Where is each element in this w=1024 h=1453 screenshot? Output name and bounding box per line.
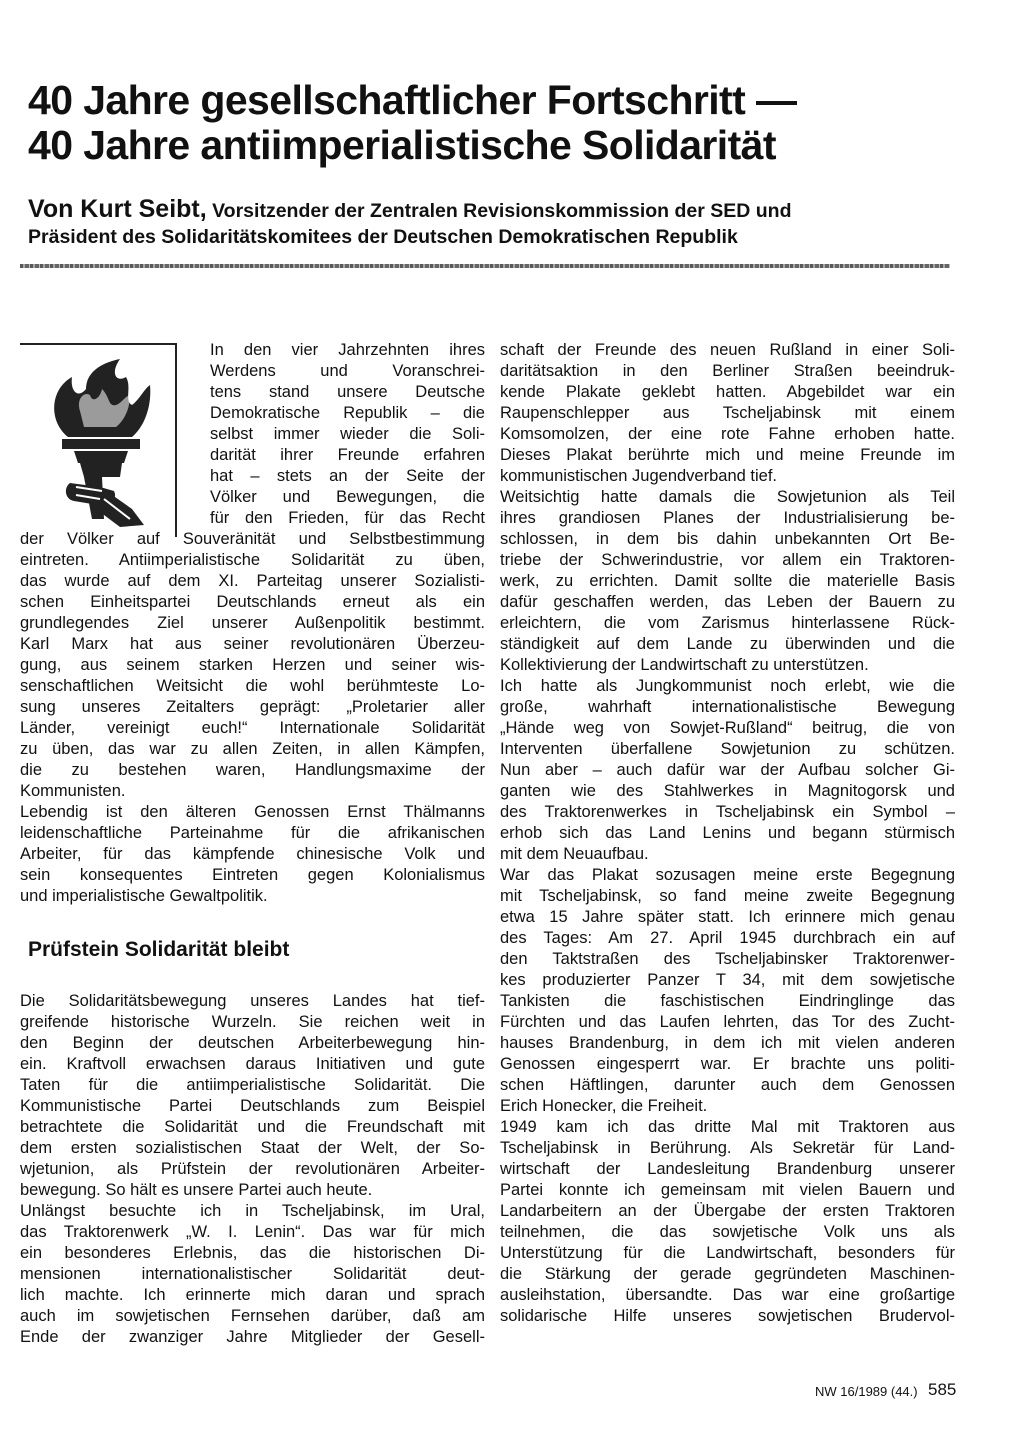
issue-reference: NW 16/1989 (44.) [815, 1384, 918, 1399]
text-line: ausleihstation, übersandte. Das war eine großartige [500, 1286, 955, 1304]
byline-line-1 [28, 196, 988, 224]
text-line: Werdens und Voranschrei- [210, 362, 485, 380]
text-line: Die Solidaritätsbewegung unseres Landes hat tief- [20, 992, 485, 1010]
paragraph-poster [500, 340, 955, 487]
text-line: Interventen überfallene Sowjetunion zu schützen. [500, 740, 955, 758]
text-line: „Hände weg von Sowjet-Rußland“ beitrug, die von [500, 719, 955, 737]
text-line: den Taktstraßen des Tscheljabinsker Traktorenwer- [500, 950, 955, 968]
text-line: Tscheljabinsk in Berührung. Als Sekretär für Land- [500, 1139, 955, 1157]
intro-paragraph-continued [20, 529, 485, 802]
text-line: greifende historische Wurzeln. Sie reichen weit in [20, 1013, 485, 1031]
text-line: wirtschaft der Landesleitung Brandenburg unserer [500, 1160, 955, 1178]
text-line: hat – stets an der Seite der [210, 467, 485, 485]
text-line: Unlängst besuchte ich in Tscheljabinsk, im Ural, [20, 1202, 485, 1220]
text-line: Taten für die antiimperialistische Solidarität. Die [20, 1076, 485, 1094]
text-line: Landarbeitern an der Übergabe der ersten Traktoren [500, 1202, 955, 1220]
text-line: ein. Kraftvoll erwachsen daraus Initiativen und gute [20, 1055, 485, 1073]
text-line: und imperialistische Gewaltpolitik. [20, 887, 268, 905]
text-line: In den vier Jahrzehnten ihres [210, 341, 485, 359]
paragraph-third-encounter [500, 1117, 955, 1327]
page-number: 585 [928, 1380, 957, 1399]
text-line: senschaftlichen Weitsicht die wohl berühmteste Lo- [20, 677, 485, 695]
text-line: schaft der Freunde des neuen Rußland in einer Soli- [500, 341, 955, 359]
text-line: selbst immer wieder die Soli- [210, 425, 485, 443]
paragraph-tscheljabinsk-visit [20, 1201, 485, 1348]
author-name: Von Kurt Seibt, [28, 195, 207, 223]
text-line: ihres grandiosen Planes der Industrialisierung be- [500, 509, 955, 527]
text-line: 1949 kam ich das dritte Mal mit Traktoren aus [500, 1118, 955, 1136]
text-line: mensionen internationalistischer Solidarität deut- [20, 1265, 485, 1283]
text-line: werk, zu errichten. Damit sollte die materielle Basis [500, 572, 955, 590]
text-line: schlossen, in dem bis dahin unbekannten Ort Be- [500, 530, 955, 548]
text-line: darität ihrer Freunde erfahren [210, 446, 485, 464]
text-line: Demokratische Republik – die [210, 404, 485, 422]
text-line: schen Häftlingen, darunter auch dem Genossen [500, 1076, 955, 1094]
text-line: Partei konnte ich gemeinsam mit vielen Bauern und [500, 1181, 955, 1199]
text-line: War das Plakat sozusagen meine erste Begegnung [500, 866, 955, 884]
text-line: triebe der Schwerindustrie, vor allem ein Traktoren- [500, 551, 955, 569]
text-line: kommunistischen Jugendverband tief. [500, 467, 777, 485]
left-column [20, 340, 485, 1348]
text-line: mit dem Neuaufbau. [500, 845, 649, 863]
text-line: des Traktorenwerkes in Tscheljabinsk ein Symbol – [500, 803, 955, 821]
text-line: ganten wie des Stahlwerkes in Magnitogorsk und [500, 782, 955, 800]
text-line: etwa 15 Jahre später statt. Ich erinnere mich genau [500, 908, 955, 926]
text-line: Raupenschlepper aus Tscheljabinsk mit einem [500, 404, 955, 422]
text-line: Fürchten und das Laufen lehrten, das Tor des Zucht- [500, 1013, 955, 1031]
text-line: große, wahrhaft internationalistische Bewegung [500, 698, 955, 716]
text-line: der Völker auf Souveränität und Selbstbestimmung [20, 530, 485, 548]
title-line-2: 40 Jahre antiimperialistische Solidarität [28, 122, 776, 168]
text-line: dem ersten sozialistischen Staat der Welt, der So- [20, 1139, 485, 1157]
text-line: erhob sich das Land Lenins und begann stürmisch [500, 824, 955, 842]
text-line: hauses Brandenburg, in dem ich mit vielen anderen [500, 1034, 955, 1052]
text-line: des Tages: Am 27. April 1945 durchbrach ein auf [500, 929, 955, 947]
text-line: Kommunisten. [20, 782, 126, 800]
text-line: kende Plakate geklebt hatten. Abgebildet war ein [500, 383, 955, 401]
text-line: Lebendig ist den älteren Genossen Ernst Thälmanns [20, 803, 485, 821]
text-line: Komsomolzen, der eine rote Fahne erhoben hatte. [500, 425, 955, 443]
text-line: Genossen eingesperrt war. Er brachte uns politi- [500, 1055, 955, 1073]
text-line: Länder, vereinigt euch!“ Internationale Solidarität [20, 719, 485, 737]
title-line-1: 40 Jahre gesellschaftlicher Fortschritt — [28, 77, 797, 123]
text-line: die Stärkung der gerade gegründeten Maschinen- [500, 1265, 955, 1283]
text-line: dafür geschaffen werden, das Leben der Bauern zu [500, 593, 955, 611]
text-line: mit Tscheljabinsk, so fand meine zweite Begegnung [500, 887, 955, 905]
text-line: Dieses Plakat berührte mich und meine Freunde im [500, 446, 955, 464]
text-line: auch im sowjetischen Fernsehen darüber, daß am [20, 1307, 485, 1325]
text-line: die zu bestehen waren, Handlungsmaxime der [20, 761, 485, 779]
text-line: kes produzierter Panzer T 34, mit dem sowjetische [500, 971, 955, 989]
paragraph-thaelmann [20, 802, 485, 907]
author-role-1: Vorsitzender der Zentralen Revisionskommission der SED und [212, 200, 792, 222]
text-line: Völker und Bewegungen, die [210, 488, 485, 506]
text-line: Arbeiter, für das kämpfende chinesische Volk und [20, 845, 485, 863]
text-line: Unterstützung für die Landwirtschaft, besonders für [500, 1244, 955, 1262]
paragraph-industrialization [500, 487, 955, 676]
text-line: daritätsaktion in den Berliner Straßen beeindruk- [500, 362, 955, 380]
paragraph-jungkommunist [500, 676, 955, 865]
text-line: tens stand unsere Deutsche [210, 383, 485, 401]
text-line: betrachtete die Solidarität und die Freundschaft mit [20, 1118, 485, 1136]
text-line: Weitsichtig hatte damals die Sowjetunion als Teil [500, 488, 955, 506]
text-line: das Traktorenwerk „W. I. Lenin“. Das war für mich [20, 1223, 485, 1241]
intro-paragraph [210, 340, 485, 529]
text-line: ständigkeit auf dem Lande zu überwinden und die [500, 635, 955, 653]
paragraph-second-encounter [500, 865, 955, 1117]
byline [28, 196, 988, 250]
text-line: das wurde auf dem XI. Parteitag unserer Sozialisti- [20, 572, 485, 590]
text-line: eintreten. Antiimperialistische Solidarität zu üben, [20, 551, 485, 569]
text-line: den Beginn der deutschen Arbeiterbewegung hin- [20, 1034, 485, 1052]
text-line: Erich Honecker, die Freiheit. [500, 1097, 708, 1115]
text-line: lich machte. Ich erinnerte mich daran und sprach [20, 1286, 485, 1304]
text-line: solidarische Hilfe unseres sowjetischen Brudervol- [500, 1307, 955, 1325]
text-line: bewegung. So hält es unsere Partei auch heute. [20, 1181, 373, 1199]
text-line: teilnehmen, die das sowjetische Volk uns als [500, 1223, 955, 1241]
text-line: ein besonderes Erlebnis, das die historischen Di- [20, 1244, 485, 1262]
text-line: wjetunion, als Prüfstein der revolutionären Arbeiter- [20, 1160, 485, 1178]
text-line: sung unseres Zeitalters geprägt: „Proletarier aller [20, 698, 485, 716]
text-line: für den Frieden, für das Recht [210, 509, 485, 527]
right-column [500, 340, 955, 1327]
text-line: Karl Marx hat aus seiner revolutionären Überzeu- [20, 635, 485, 653]
text-line: Nun aber – auch dafür war der Aufbau solcher Gi- [500, 761, 955, 779]
text-line: grundlegendes Ziel unserer Außenpolitik bestimmt. [20, 614, 485, 632]
section-heading: Prüfstein Solidarität bleibt [28, 938, 290, 961]
paragraph-roots [20, 991, 485, 1201]
text-line: Ich hatte als Jungkommunist noch erlebt, wie die [500, 677, 955, 695]
author-role-2: Präsident des Solidaritätskomitees der Deutschen Demokratischen Republik [28, 226, 738, 248]
text-line: zu üben, das war zu allen Zeiten, in allen Kämpfen, [20, 740, 485, 758]
text-line: schen Einheitspartei Deutschlands erneut als ein [20, 593, 485, 611]
text-line: Ende der zwanziger Jahre Mitglieder der Gesell- [20, 1328, 485, 1346]
text-line: gung, aus seinem starken Herzen und seiner wis- [20, 656, 485, 674]
text-line: erleichtern, die vom Zarismus hinterlassene Rück- [500, 614, 955, 632]
text-line: Tankisten die faschistischen Eindringlinge das [500, 992, 955, 1010]
text-line: leidenschaftliche Parteinahme für die afrikanischen [20, 824, 485, 842]
text-line: Kommunistische Partei Deutschlands zum Beispiel [20, 1097, 485, 1115]
text-line: Kollektivierung der Landwirtschaft zu unterstützen. [500, 656, 869, 674]
article-title [28, 78, 988, 168]
header-divider [20, 264, 950, 268]
text-line: sein konsequentes Eintreten gegen Kolonialismus [20, 866, 485, 884]
